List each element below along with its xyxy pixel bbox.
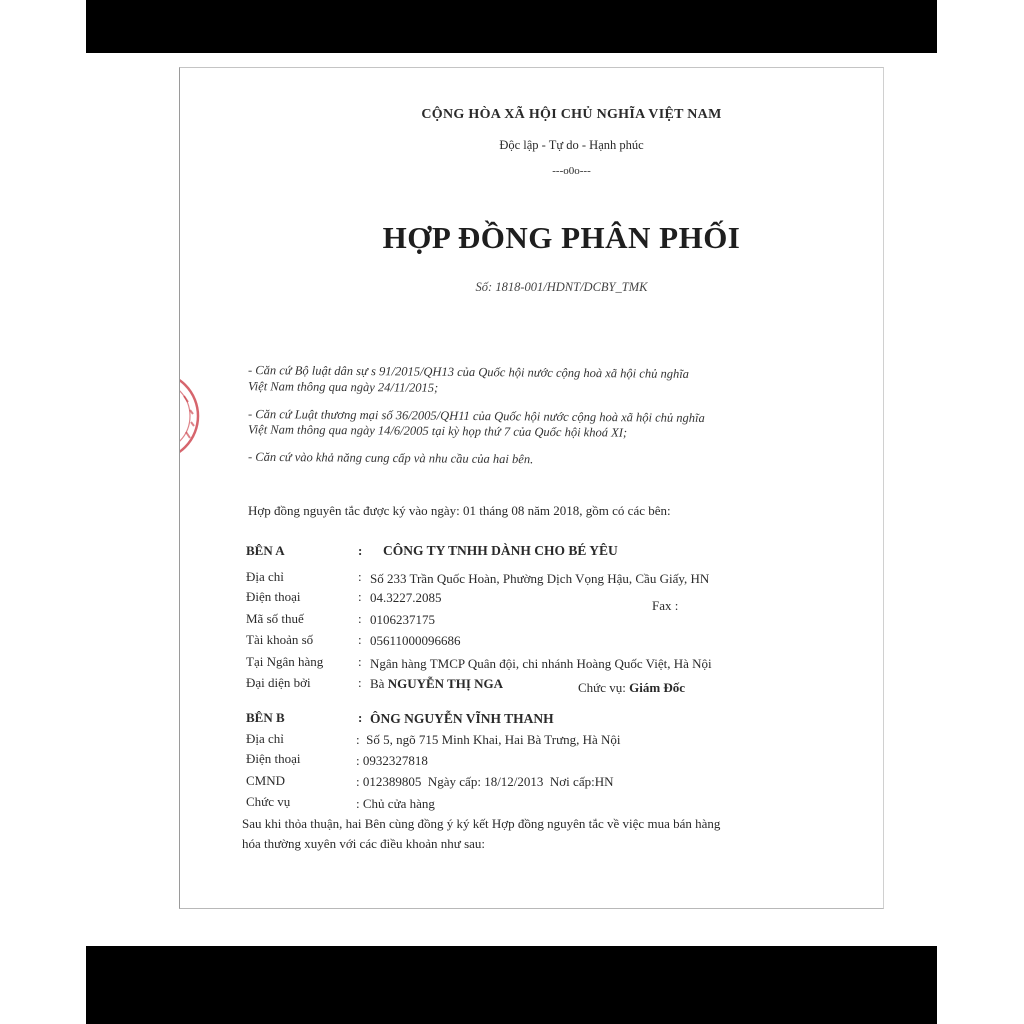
contract-intro: Hợp đồng nguyên tắc được ký vào ngày: 01 tháng 08 năm 2018, gồm có các bên: bbox=[248, 503, 671, 518]
rep-prefix: Bà bbox=[370, 676, 385, 691]
party-b-phone-value: 0932327818 bbox=[362, 753, 428, 768]
colon: : bbox=[358, 611, 362, 626]
contract-page bbox=[179, 67, 884, 909]
party-a-address-label: Địa chỉ bbox=[246, 569, 284, 584]
party-b-address-label: Địa chỉ bbox=[246, 731, 284, 746]
colon: : bbox=[358, 569, 362, 584]
national-motto: Độc lập - Tự do - Hạnh phúc bbox=[499, 138, 644, 152]
party-b-id-info: : 012389805 Ngày cấp: 18/12/2013 Nơi cấp:HN bbox=[356, 774, 614, 789]
party-a-bank: Ngân hàng TMCP Quân đội, chi nhánh Hoàng Quốc Việt, Hà Nội bbox=[370, 656, 712, 671]
letterbox-top-bar bbox=[86, 0, 937, 53]
closing-line: Sau khi thỏa thuận, hai Bên cùng đồng ý ký kết Hợp đồng nguyên tắc về việc mua bán hàng bbox=[242, 816, 721, 831]
party-a-representative bbox=[370, 676, 503, 692]
legal-basis-line: - Căn cứ Bộ luật dân sự s 91/2015/QH13 của Quốc hội nước cộng hoà xã hội chủ nghĩa bbox=[247, 363, 690, 381]
legal-basis-line: - Căn cứ Luật thương mại số 36/2005/QH11 của Quốc hội nước cộng hoà xã hội chủ nghĩa bbox=[247, 407, 705, 425]
position-value: Giám Đốc bbox=[629, 680, 686, 695]
party-a-heading: BÊN A bbox=[246, 543, 285, 558]
party-b-role: : Chủ cửa hàng bbox=[356, 796, 435, 811]
party-b-name: ÔNG NGUYỄN VĨNH THANH bbox=[370, 711, 554, 726]
party-a-tax-code: 0106237175 bbox=[370, 612, 435, 627]
colon: : bbox=[358, 675, 362, 690]
colon: : bbox=[358, 654, 362, 669]
company-seal-stamp bbox=[179, 366, 202, 466]
party-a-tax-label: Mã số thuế bbox=[246, 611, 304, 626]
colon: : bbox=[358, 543, 363, 558]
colon: : bbox=[358, 710, 363, 725]
colon: : bbox=[358, 632, 362, 647]
nation-header: CỘNG HÒA XÃ HỘI CHỦ NGHĨA VIỆT NAM bbox=[421, 107, 722, 122]
contract-number: Số: 1818-001/HDNT/DCBY_TMK bbox=[475, 280, 648, 294]
letterbox-bottom-bar bbox=[86, 946, 937, 1024]
party-b-role-label: Chức vụ bbox=[246, 794, 291, 809]
colon: : bbox=[358, 589, 362, 604]
party-a-phone: 04.3227.2085 bbox=[370, 590, 442, 605]
id-place: HN bbox=[594, 774, 614, 789]
party-b-id-label: CMND bbox=[246, 773, 286, 788]
rep-name: NGUYỄN THỊ NGA bbox=[387, 676, 504, 691]
party-a-bank-label: Tại Ngân hàng bbox=[246, 654, 324, 669]
party-b-address: : Số 5, ngõ 715 Minh Khai, Hai Bà Trưng, Hà Nội bbox=[356, 732, 621, 747]
party-a-phone-label: Điện thoại bbox=[246, 589, 301, 604]
id-place-label: Nơi cấp: bbox=[549, 774, 595, 789]
header-ornament: ---o0o--- bbox=[552, 165, 591, 177]
party-a-address: Số 233 Trần Quốc Hoàn, Phường Dịch Vọng Hậu, Cầu Giấy, HN bbox=[370, 571, 710, 586]
legal-basis-line: Việt Nam thông qua ngày 24/11/2015; bbox=[247, 379, 439, 395]
party-b-phone-label: Điện thoại bbox=[246, 751, 301, 766]
party-a-account-label: Tài khoản số bbox=[246, 632, 314, 647]
id-number: 012389805 bbox=[362, 774, 422, 789]
party-a-rep-label: Đại diện bởi bbox=[246, 675, 311, 690]
id-date-label: Ngày cấp: bbox=[427, 774, 481, 789]
party-b-role-value: Chủ cửa hàng bbox=[362, 796, 435, 811]
party-a-account: 05611000096686 bbox=[370, 633, 461, 648]
party-a-position bbox=[578, 680, 685, 696]
legal-basis-line: Việt Nam thông qua ngày 14/6/2005 tại kỳ họp thứ 7 của Quốc hội khoá XI; bbox=[247, 422, 628, 440]
party-b-heading: BÊN B bbox=[246, 710, 285, 725]
party-a-fax-label: Fax : bbox=[652, 598, 679, 613]
closing-line: hóa thường xuyên với các điều khoản như sau: bbox=[242, 836, 486, 851]
party-a-name: CÔNG TY TNHH DÀNH CHO BÉ YÊU bbox=[383, 543, 618, 558]
document-title: HỢP ĐỒNG PHÂN PHỐI bbox=[382, 220, 741, 255]
id-date: 18/12/2013 bbox=[484, 774, 544, 789]
position-label: Chức vụ: bbox=[578, 680, 626, 695]
legal-basis-line: - Căn cứ vào khả năng cung cấp và nhu cầu của hai bên. bbox=[247, 449, 534, 467]
party-b-phone: : 0932327818 bbox=[356, 753, 428, 768]
party-b-address-value: Số 5, ngõ 715 Minh Khai, Hai Bà Trưng, Hà Nội bbox=[366, 732, 621, 747]
